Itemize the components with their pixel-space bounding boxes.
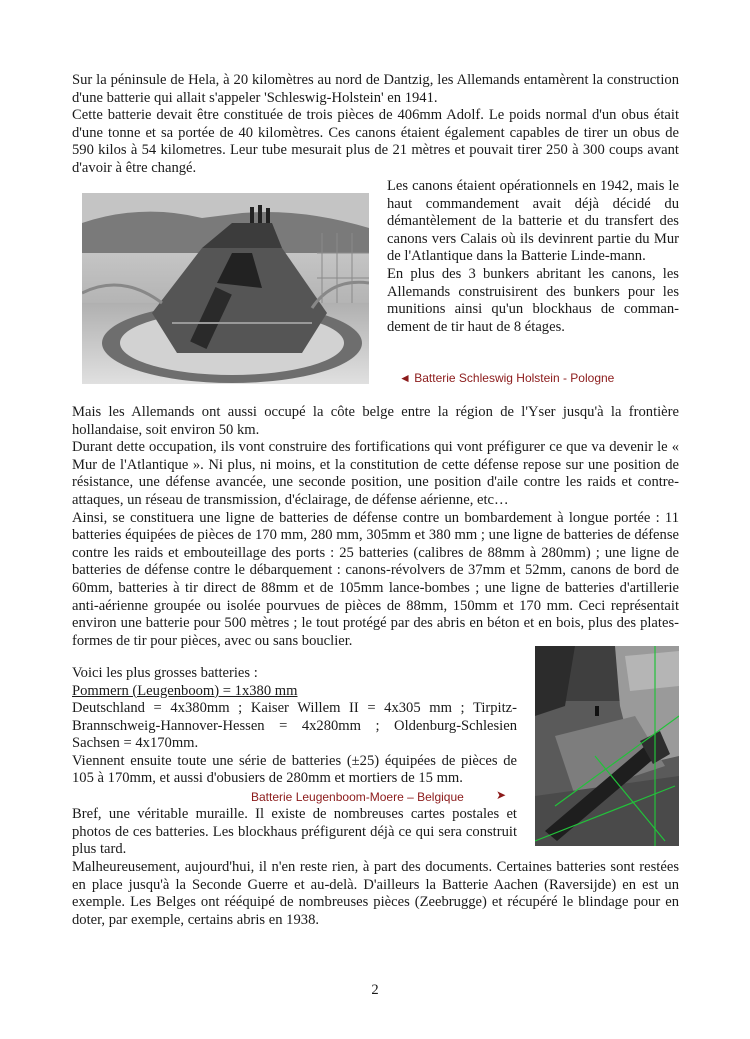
arrow-right-icon: ➤ (496, 788, 507, 802)
photo-schleswig-holstein (82, 193, 369, 384)
paragraph-operational: Les canons étaient opérationnels en 1942, mais le haut commandement avait déjà décidé du démantèlement de la batterie et du transfert des canons vers Calais où ils devinrent partie du Mur de l'Atlantique dans la Batterie Linde-mann. (387, 178, 679, 265)
caption-schleswig-holstein (399, 371, 614, 385)
paragraph-deutschland: Deutschland = 4x380mm ; Kaiser Willem II = 4x305 mm ; Tirpitz-Brannschweig-Hannover-Hessen = 4x280mm ; Oldenburg-Schlesien Sachsen = 4x170mm. (72, 700, 517, 752)
bunker-image (535, 646, 679, 846)
caption-leugenboom (251, 790, 464, 804)
paragraph-bunkers: En plus des 3 bunkers abritant les canons, les Allemands construisirent des bunkers pour les munitions ainsi qu'un blockhaus de comman-dement de tir haut de 8 étages. (387, 265, 679, 335)
paragraph-conclusion: Malheureusement, aujourd'hui, il n'en reste rien, à part des documents. Certaines batteries sont restées en place jusqu'à la Seconde Guerre et au-delà. D'ailleurs la Batterie Aachen (Raversijde) en est un exemple. Les Belges ont rééquipé de nombreuses pièces (Zeebrugge) et récupéré le blindage pour en doter, par exemple, certains abris en 1938. (72, 859, 679, 928)
operational-text (387, 178, 679, 336)
photo-leugenboom (535, 646, 679, 846)
paragraph-largest-batteries: Voici les plus grosses batteries : (72, 665, 258, 681)
caption-text: Batterie Schleswig Holstein - Pologne (414, 371, 615, 385)
paragraph-hela: Sur la péninsule de Hela, à 20 kilomètres au nord de Dantzig, les Allemands entamèrent la construction d'une batterie qui allait s'appeler 'Schleswig-Holstein' en 1941. (72, 72, 679, 106)
caption-text: Batterie Leugenboom-Moere – Belgique (251, 790, 464, 804)
paragraph-adolf-guns: Cette batterie devait être constituée de trois pièces de 406mm Adolf. Le poids normal d'un obus était d'une tonne et sa portée de 40 kilomètres. Ces canons étaient également capables de tirer un obus de 590 kilos à 54 kilometres. Leur tube mesurait plus de 21 mètres et pouvait tirer 250 à 300 coups avant d'avoir à être changé. (72, 107, 679, 176)
batteries-list (72, 665, 522, 700)
conclusion-text (72, 859, 679, 929)
arrow-left-icon: ◄ (399, 371, 411, 385)
batteries-detail (72, 700, 517, 788)
paragraph-pommern: Pommern (Leugenboom) = 1x380 mm (72, 682, 298, 699)
paragraph-belgian-coast: Mais les Allemands ont aussi occupé la côte belge entre la région de l'Yser jusqu'à la frontière hollandaise, soit environ 50 km. (72, 404, 679, 438)
gun-emplacement-image (82, 193, 369, 384)
paragraph-occupation: Durant dette occupation, ils vont construire des fortifications qui vont préfigurer ce que va devenir le « Mur de l'Atlantique ». Ni plus, ni moins, et la constitution de cette défense repose sur une position de résistance, une défense avancée, une seconde position, une position d'aile contre les raids et contre-attaques, un réseau de transmission, d'éclairage, de défense aérienne, etc… (72, 439, 679, 508)
belgian-coast-text (72, 404, 679, 650)
paragraph-series: Viennent ensuite toute une série de batteries (±25) équipées de pièces de 105 à 170mm, et aussi d'obusiers de 280mm et mortiers de 15 mm. (72, 752, 517, 787)
intro-text (72, 72, 679, 178)
paragraph-muraille: Bref, une véritable muraille. Il existe de nombreuses cartes postales et photos de ces batteries. Les blockhaus préfigurent déjà ce qui sera construit plus tard. (72, 806, 517, 858)
wall-text (72, 806, 517, 859)
page-number: 2 (371, 982, 379, 998)
paragraph-defense-lines: Ainsi, se constituera une ligne de batteries de défense contre un bombardement à longue portée : 11 batteries équipées de pièces de 170 mm, 280 mm, 305mm et 380 mm ; une ligne de batteries de défense contre les raids et embouteillage des ports : 25 batteries (calibres de 88mm à 280mm) ; une ligne de batteries de défense contre le débarquement : canons-révolvers de 37mm et 52mm, canons de bord de 60mm, batteries à tir direct de 88mm et de 105mm lance-bombes ; une ligne de batteries d'artillerie anti-aérienne groupée ou isolée pourvues de pièces de 88mm, 150mm et 170 mm. Ceci représentait environ une batterie pour 500 mètres ; le tout protégé par des abris en béton et en bois, plus des plates-formes de tir pour pièces, avec ou sans bouclier. (72, 509, 679, 649)
